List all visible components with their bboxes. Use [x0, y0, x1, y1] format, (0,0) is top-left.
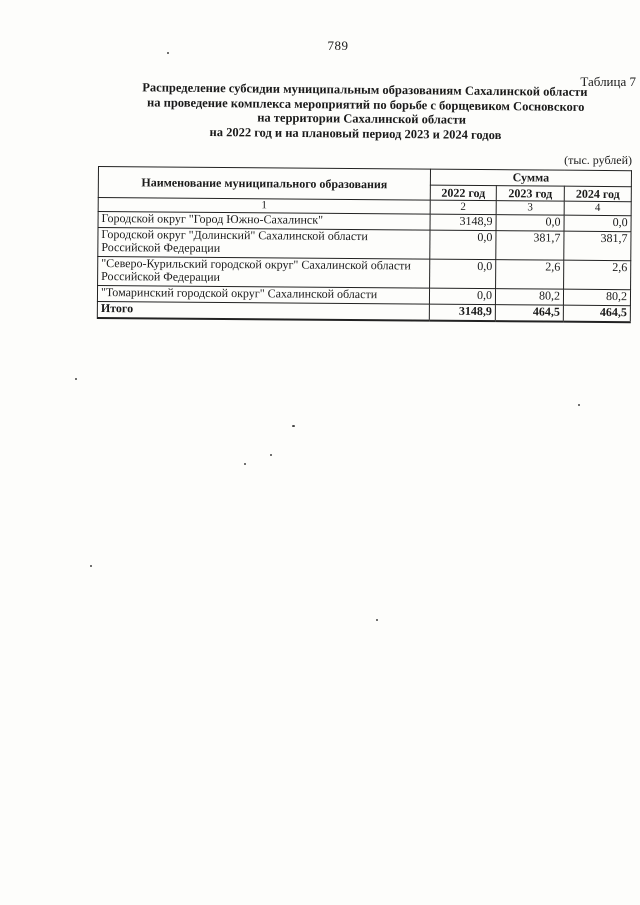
row-value: 80,2	[495, 289, 563, 306]
title-line: Распределение субсидии муниципальным образованиям Сахалинской области	[142, 80, 588, 100]
total-name: Итого	[97, 301, 429, 320]
row-value: 0,0	[496, 215, 564, 232]
index-cell: 4	[564, 201, 631, 216]
row-name: Городской округ "Город Южно-Сахалинск"	[98, 212, 430, 231]
header-name: Наименование муниципального образования	[98, 167, 430, 201]
title-line: на проведение комплекса мероприятий по борьбе с борщевиком Сосновского	[147, 94, 585, 114]
index-cell: 3	[496, 201, 564, 216]
row-value: 2,6	[496, 260, 564, 290]
row-value: 0,0	[429, 288, 495, 305]
row-value: 0,0	[430, 259, 496, 289]
scan-speck	[578, 404, 580, 406]
header-year: 2022 год	[430, 185, 496, 201]
header-row	[98, 167, 631, 187]
subsidy-table	[97, 166, 632, 323]
row-value: 80,2	[563, 289, 630, 306]
scan-speck	[75, 378, 77, 380]
index-cell: 1	[98, 198, 430, 215]
header-sum: Сумма	[430, 169, 631, 187]
total-value: 464,5	[495, 305, 563, 322]
row-value: 3148,9	[430, 214, 496, 231]
scan-speck	[292, 425, 295, 427]
table-label: Таблица 7	[580, 74, 636, 89]
row-value: 0,0	[564, 215, 631, 232]
row-name: Городской округ "Долинский" Сахалинской области Российской Федерации	[98, 228, 430, 260]
scan-speck	[244, 463, 246, 465]
row-value: 2,6	[564, 260, 631, 290]
title-line: на территории Сахалинской области	[257, 110, 467, 127]
scan-speck	[376, 619, 378, 621]
row-value: 0,0	[430, 230, 496, 260]
total-value: 464,5	[563, 305, 630, 322]
row-value: 381,7	[496, 231, 564, 261]
scan-speck	[270, 454, 272, 456]
scan-speck	[167, 52, 169, 54]
total-row	[97, 301, 630, 322]
scan-speck	[90, 565, 92, 567]
index-cell: 2	[430, 200, 496, 215]
units-label: (тыс. рублей)	[564, 153, 632, 167]
header-year: 2023 год	[496, 186, 564, 202]
row-value: 381,7	[564, 231, 631, 261]
header-year: 2024 год	[564, 186, 631, 202]
row-name: "Северо-Курильский городской округ" Сахалинской области Российской Федерации	[98, 257, 430, 289]
document-title	[109, 80, 620, 143]
title-line: на 2022 год и на плановый период 2023 и 2024 годов	[209, 124, 502, 142]
page-number: 789	[327, 38, 349, 53]
subsidy-table-wrapper	[97, 166, 631, 323]
row-name: "Томаринский городской округ" Сахалинской области	[97, 286, 429, 305]
total-value: 3148,9	[429, 304, 495, 321]
